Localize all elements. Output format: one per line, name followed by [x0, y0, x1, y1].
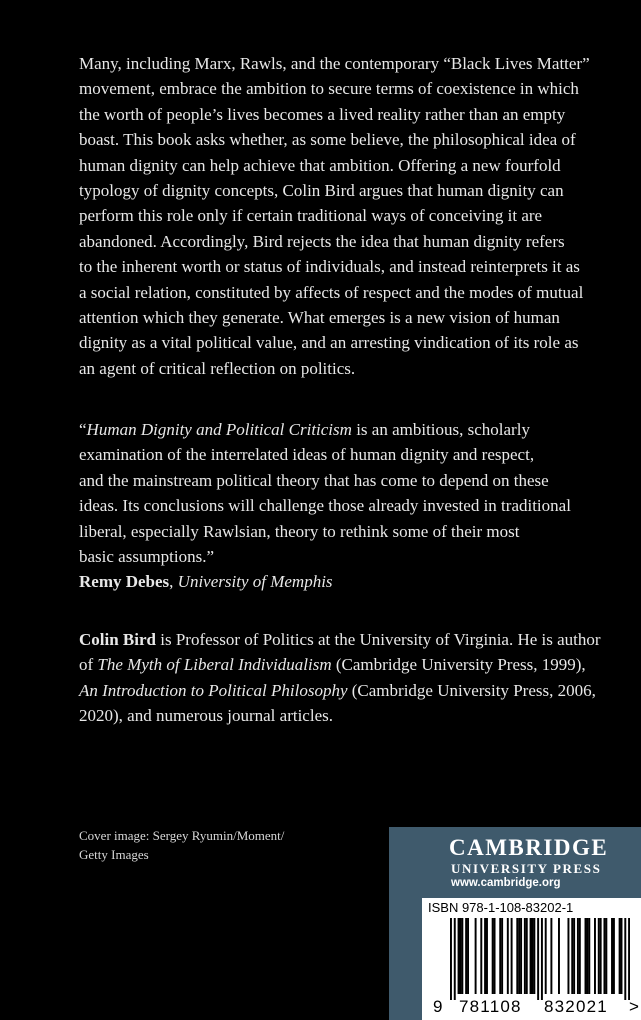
attribution-separator: , [169, 572, 178, 592]
barcode-bar [480, 918, 482, 994]
description-line: perform this role only if certain traditional ways of conceiving it are [79, 206, 543, 226]
barcode-bar [494, 918, 496, 994]
barcode-bar [571, 918, 573, 994]
barcode-bar [465, 918, 467, 994]
bio-text: (Cambridge University Press, 1999), [331, 655, 586, 675]
barcode-bar [459, 918, 461, 994]
credit-line: Getty Images [79, 847, 149, 862]
quote-line: examination of the interrelated ideas of human dignity and respect, [79, 445, 535, 465]
barcode-bar [550, 918, 552, 994]
barcode-guard-bar [454, 918, 456, 1000]
barcode-bar [577, 918, 579, 994]
description-line: attention which they generate. What emerges is a new vision of human [79, 308, 560, 328]
publisher-imprint-box [389, 827, 641, 1020]
barcode-bar [461, 918, 463, 994]
barcode-bar [530, 918, 532, 994]
barcode-digit-lead: 9 [433, 997, 443, 1016]
barcode-bar [545, 918, 547, 994]
quote-line: ideas. Its conclusions will challenge those already invested in traditional [79, 496, 571, 516]
barcode-bar [533, 918, 535, 994]
publisher-url: www.cambridge.org [451, 877, 561, 889]
barcode-quiet-zone-mark: > [629, 997, 639, 1016]
quote-line: and the mainstream political theory that has come to depend on these [79, 470, 549, 490]
barcode-guard-bar [628, 918, 630, 1000]
credit-line: Cover image: Sergey Ryumin/Moment/ [79, 828, 285, 843]
barcode-bar [603, 918, 605, 994]
description-line: the worth of people’s lives becomes a lived reality rather than an empty [79, 104, 566, 124]
author-name: Colin Bird [79, 630, 156, 649]
barcode-bar [467, 918, 469, 994]
description-line: a social relation, constituted by affects of respect and the modes of mutual [79, 282, 584, 302]
barcode-bar [573, 918, 575, 994]
bio-line [79, 652, 619, 677]
barcode-bar [567, 918, 569, 994]
barcode-guard-bar [537, 918, 539, 1000]
barcode-bar [486, 918, 488, 994]
barcode-bar [598, 918, 600, 994]
barcode-bar [516, 918, 518, 994]
publisher-name: CAMBRIDGE [449, 835, 609, 860]
quote-line-rest: is an ambitious, scholarly [351, 420, 530, 439]
description-line: an agent of critical reflection on politics. [79, 358, 356, 378]
bio-text: is Professor of Politics at the University of Virginia. He is author [156, 630, 601, 649]
barcode-bar [531, 918, 533, 994]
description-line: dignity as a vital political value, and an arresting vindication of its role as [79, 333, 579, 353]
barcode-bar [600, 918, 602, 994]
barcode-guard-bar [624, 918, 626, 1000]
barcode-bar [619, 918, 621, 994]
publisher-press-label: UNIVERSITY PRESS [451, 861, 602, 876]
barcode-bar [475, 918, 477, 994]
barcode-guard-bar [450, 918, 452, 1000]
barcode-bars [450, 918, 630, 1000]
bio-text: (Cambridge University Press, 2006, [347, 680, 596, 700]
barcode-bar [492, 918, 494, 994]
barcode-bar [594, 918, 596, 994]
barcode-bar [586, 918, 588, 994]
isbn-number: ISBN 978-1-108-83202-1 [428, 900, 574, 915]
cover-image-credit [79, 826, 284, 864]
quote-first-line [79, 417, 599, 442]
barcode-bar [518, 918, 520, 994]
barcode-bar [526, 918, 528, 994]
previous-book-title: The Myth of Liberal Individualism [97, 655, 332, 675]
description-line: movement, embrace the ambition to secure terms of coexistence in which [79, 79, 579, 99]
barcode-bar [558, 918, 560, 994]
quoted-book-title: Human Dignity and Political Criticism [86, 420, 352, 439]
barcode-bar [585, 918, 587, 994]
bio-line [79, 678, 619, 703]
description-line: abandoned. Accordingly, Bird rejects the idea that human dignity refers [79, 231, 565, 251]
barcode-bar [611, 918, 613, 994]
barcode-bar [588, 918, 590, 994]
description-line: boast. This book asks whether, as some believe, the philosophical idea of [79, 130, 576, 150]
description-line: to the inherent worth or status of individuals, and instead reinterprets it as [79, 257, 580, 277]
barcode-bar [605, 918, 607, 994]
author-bio [79, 627, 619, 729]
description-line: Many, including Marx, Rawls, and the contemporary “Black Lives Matter” [79, 54, 590, 73]
bio-text: of [79, 655, 98, 675]
barcode-bar [579, 918, 581, 994]
barcode-bar [621, 918, 623, 994]
previous-book-title: An Introduction to Political Philosophy [79, 680, 348, 700]
quote-line: basic assumptions.” [79, 547, 215, 567]
endorser-name: Remy Debes [79, 572, 170, 592]
barcode-bar [613, 918, 615, 994]
quote-attribution [79, 569, 599, 594]
bio-line [79, 627, 619, 652]
barcode-bar [484, 918, 486, 994]
barcode-digit-group-left: 781108 [459, 997, 522, 1016]
barcode-bar [458, 918, 460, 994]
barcode-bar [511, 918, 513, 994]
endorsement-quote [79, 417, 599, 595]
barcode-bar [520, 918, 522, 994]
barcode-bar [507, 918, 509, 994]
description-line: typology of dignity concepts, Colin Bird argues that human dignity can [79, 181, 564, 201]
bio-line: 2020), and numerous journal articles. [79, 706, 333, 726]
barcode-bar [524, 918, 526, 994]
barcode-digit-group-right: 832021 [544, 997, 608, 1016]
barcode-guard-bar [541, 918, 543, 1000]
book-description [79, 51, 599, 381]
quote-line: liberal, especially Rawlsian, theory to rethink some of their most [79, 521, 520, 541]
barcode-bar [499, 918, 501, 994]
open-quote-mark: “ [79, 420, 87, 439]
description-line: human dignity can help achieve that ambition. Offering a new fourfold [79, 155, 561, 175]
barcode-bar [501, 918, 503, 994]
endorser-affiliation: University of Memphis [177, 572, 333, 592]
isbn-barcode-panel [422, 898, 641, 1020]
